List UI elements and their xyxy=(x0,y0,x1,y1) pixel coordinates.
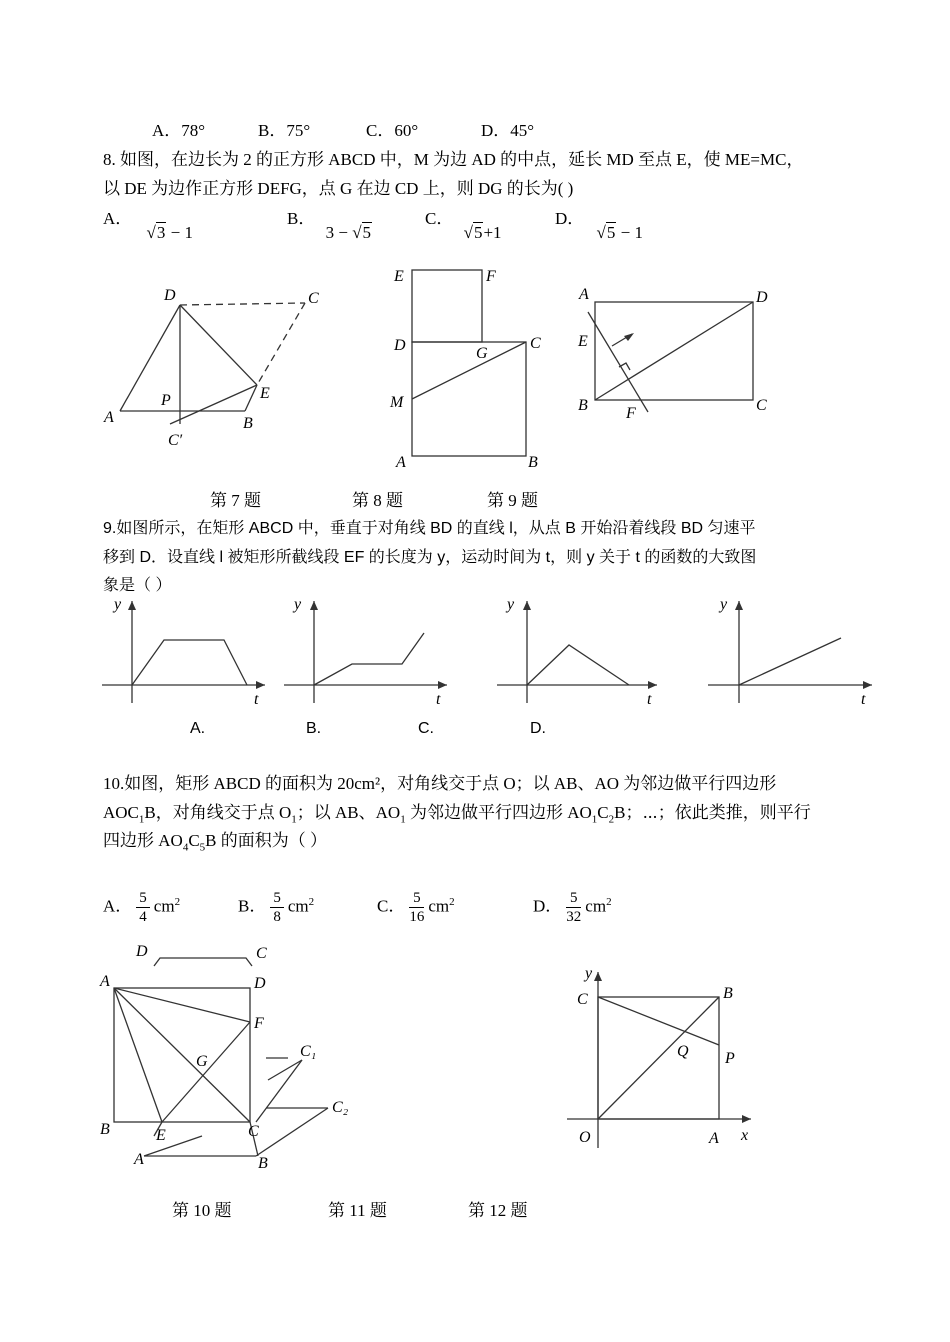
fig10-label-d-top: D xyxy=(136,943,148,960)
fig7-ce-dashed xyxy=(257,303,305,385)
graph-c-curve xyxy=(527,645,629,685)
fig9-label-b: B xyxy=(578,397,588,414)
fig12-ob xyxy=(598,997,719,1119)
fig12-cp xyxy=(598,997,719,1045)
fig12-label-a: A xyxy=(709,1130,719,1147)
fig10-af xyxy=(114,988,250,1022)
fig10-ae xyxy=(114,988,162,1122)
q8-option-a: A． √3 − 1 xyxy=(103,209,193,242)
q9-graph-c xyxy=(495,595,665,710)
graph-d-x-arrow xyxy=(863,681,872,689)
fig7-label-a: A xyxy=(104,409,114,426)
fig9-label-d: D xyxy=(756,289,768,306)
fig8-square-abcd xyxy=(412,342,526,456)
fig7-label-c: C xyxy=(308,290,319,307)
fig10-ef xyxy=(162,1022,250,1122)
fig8-label-g: G xyxy=(476,345,488,362)
fig10-label-e: E xyxy=(156,1127,166,1144)
caption-fig10: 第 10 题 xyxy=(172,1201,232,1220)
graph-a-y-label: y xyxy=(114,596,122,613)
q10-line3: 四边形 $AO_4C_5B$ 的面积为（ ） xyxy=(103,831,327,854)
fig10-label-d: D xyxy=(254,975,266,992)
fig12-label-c: C xyxy=(577,991,588,1008)
fig12-x-arrow xyxy=(742,1115,751,1123)
graph-b-x-arrow xyxy=(438,681,447,689)
fig9-arrow-head xyxy=(624,333,634,341)
q9-line3: 象是（ ） xyxy=(103,577,172,594)
fig8-label-m: M xyxy=(390,394,404,411)
caption-fig8: 第 8 题 xyxy=(352,491,403,510)
fig12-label-y: y xyxy=(585,965,593,982)
fig8-mc xyxy=(412,342,526,399)
fig9-label-e: E xyxy=(578,333,588,350)
fig8-label-c: C xyxy=(530,335,541,352)
q10-option-d: D． $\frac{5}{32}$ $cm^2$ xyxy=(533,890,612,926)
fig7-de xyxy=(180,305,257,385)
q8-option-d: D． √5 − 1 xyxy=(555,209,643,242)
q9-option-d: D. xyxy=(530,720,546,737)
fig12-label-o: O xyxy=(579,1129,591,1146)
graph-b-curve xyxy=(314,633,424,685)
q7-option-a: A．78° xyxy=(152,121,206,140)
fig10-label-a: A xyxy=(100,973,110,990)
graph-a-x-arrow xyxy=(256,681,265,689)
fig10-b2-c2 xyxy=(256,1108,328,1156)
graph-d-y-arrow xyxy=(735,601,743,610)
q10-option-a: A． $\frac{5}{4}$ $cm^2$ xyxy=(103,890,181,926)
fig9-label-f: F xyxy=(626,405,636,422)
q7-option-d: D．45° xyxy=(481,121,535,140)
fig12-label-q: Q xyxy=(677,1043,689,1060)
graph-b-y-label: y xyxy=(294,596,302,613)
q9-graph-b xyxy=(282,595,452,710)
fig8-square-defg xyxy=(412,270,482,342)
q9-option-a: A. xyxy=(190,720,206,737)
graph-c-y-arrow xyxy=(523,601,531,610)
fig8-label-d: D xyxy=(394,337,406,354)
fig7-label-b: B xyxy=(243,415,253,432)
q8-line1: 8. 如图，在边长为 2 的正方形 ABCD 中，M 为边 AD 的中点，延长 MD 至点 E，使 ME=MC， xyxy=(103,150,804,169)
figure-10-11 xyxy=(98,940,368,1180)
fig8-label-e: E xyxy=(394,268,404,285)
q9-line1: 9.如图所示，在矩形 ABCD 中，垂直于对角线 BD 的直线 l，从点 B 开始沿着线段 BD 匀速平 xyxy=(103,520,756,537)
caption-fig7: 第 7 题 xyxy=(210,491,261,510)
fig11-label-a: A xyxy=(134,1151,144,1168)
fig10-label-g: G xyxy=(196,1053,208,1070)
q8-option-c: C． √5+1 xyxy=(425,209,502,242)
figure-9 xyxy=(574,284,784,424)
q10-line1: 10.如图，矩形 ABCD 的面积为 20cm²，对角线交于点 O；以 AB、AO 为邻边做平行四边形 xyxy=(103,774,777,793)
fig10-diagonal-ac xyxy=(114,988,250,1122)
graph-d-curve xyxy=(739,638,841,685)
fig9-diagonal-bd xyxy=(595,302,753,400)
figure-8 xyxy=(388,262,558,471)
fig7-label-p: P xyxy=(161,392,171,409)
fig10-label-c-top: C xyxy=(256,945,267,962)
fig11-label-c2: C₂ xyxy=(332,1099,349,1116)
fig7-label-d: D xyxy=(164,287,176,304)
graph-a-y-arrow xyxy=(128,601,136,610)
fig7-ad xyxy=(120,305,180,411)
fig8-label-f: F xyxy=(486,268,496,285)
graph-a-curve xyxy=(132,640,247,685)
q7-option-b: B．75° xyxy=(258,121,311,140)
fig7-dc-dashed xyxy=(180,303,305,305)
fig10-a2-seg xyxy=(144,1136,202,1156)
fig12-y-arrow xyxy=(594,972,602,981)
fig9-label-c: C xyxy=(756,397,767,414)
q9-graph-a xyxy=(100,595,270,710)
graph-b-y-arrow xyxy=(310,601,318,610)
q8-line2: 以 DE 为边作正方形 DEFG，点 G 在边 CD 上，则 DG 的长为( ) xyxy=(103,179,574,198)
q10-option-c: C． $\frac{5}{16}$ $cm^2$ xyxy=(377,890,455,926)
q10-line2: $AOC_1B$，对角线交于点 $O_1$；以 AB、$AO_1$ 为邻边做平行四边形 $AO_1C_2B$；⋯；依此类推，则平行 xyxy=(103,803,811,826)
fig12-label-b: B xyxy=(723,985,733,1002)
q8-option-b: B． 3 − √5 xyxy=(287,209,372,242)
fig10-label-c: C xyxy=(248,1123,259,1140)
graph-c-y-label: y xyxy=(507,596,515,613)
fig11-label-b: B xyxy=(258,1155,268,1172)
fig12-label-x: x xyxy=(741,1127,749,1144)
fig10-c-c1 xyxy=(256,1060,302,1122)
fig10-top-bracket xyxy=(154,958,252,966)
fig7-label-c-prime: C′ xyxy=(168,432,183,449)
fig11-label-c1: C₁ xyxy=(300,1043,317,1060)
fig9-label-a: A xyxy=(579,286,589,303)
caption-fig12: 第 12 题 xyxy=(468,1201,528,1220)
caption-fig11: 第 11 题 xyxy=(328,1201,387,1220)
fig8-label-b: B xyxy=(528,454,538,471)
fig10-c1-left xyxy=(268,1060,302,1080)
fig7-label-e: E xyxy=(260,385,270,402)
graph-d-x-label: t xyxy=(861,691,866,708)
fig9-right-angle xyxy=(619,363,630,370)
figure-7 xyxy=(100,285,340,455)
fig10-label-b: B xyxy=(100,1121,110,1138)
graph-a-x-label: t xyxy=(254,691,259,708)
fig12-label-p: P xyxy=(725,1050,735,1067)
graph-b-x-label: t xyxy=(436,691,441,708)
q9-graph-d xyxy=(706,595,876,710)
q7-option-c: C．60° xyxy=(366,121,419,140)
q9-option-b: B. xyxy=(306,720,322,737)
fig8-label-a: A xyxy=(396,454,406,471)
graph-c-x-arrow xyxy=(648,681,657,689)
fig9-line-l xyxy=(588,312,648,412)
caption-fig9: 第 9 题 xyxy=(487,491,538,510)
figure-12 xyxy=(565,962,765,1157)
fig10-label-f: F xyxy=(254,1015,264,1032)
q10-option-b: B． $\frac{5}{8}$ $cm^2$ xyxy=(238,890,315,926)
q9-option-c: C. xyxy=(418,720,434,737)
q9-line2: 移到 D．设直线 l 被矩形所截线段 EF 的长度为 y，运动时间为 t，则 y 关于 t 的函数的大致图 xyxy=(103,549,757,566)
graph-d-y-label: y xyxy=(720,596,728,613)
graph-c-x-label: t xyxy=(647,691,652,708)
